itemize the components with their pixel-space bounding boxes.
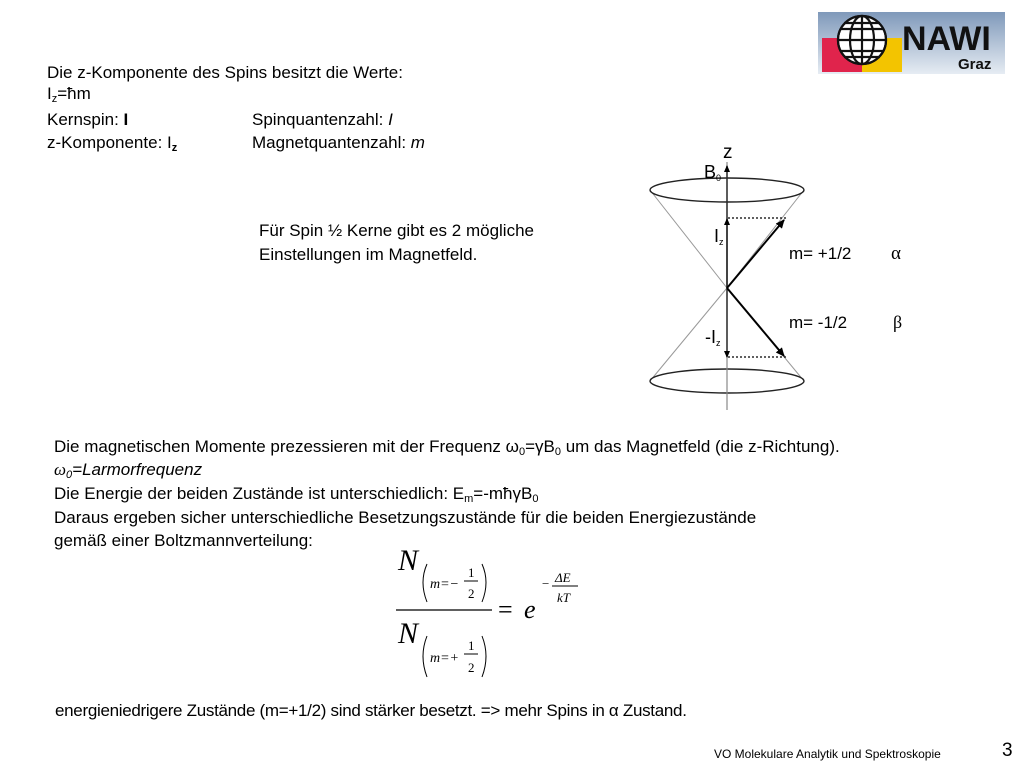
svg-text:1: 1 (468, 565, 475, 580)
alpha-symbol: α (891, 243, 901, 264)
z-komponente-label: z-Komponente: $I_z$ (47, 133, 178, 154)
svg-text:=: = (498, 595, 513, 624)
state-up-label: m= +1/2 (789, 244, 852, 263)
precession-line: Die magnetischen Momente prezessieren mit der Frequenz $\omega_0=\gamma B_0$ um das Magnetfeld (die z-Richtung). (54, 437, 840, 458)
svg-text:ΔE: ΔE (555, 570, 571, 585)
svg-text:NAWI: NAWI (902, 20, 991, 58)
svg-text:kT: kT (557, 590, 570, 605)
spinquantenzahl-label: Spinquantenzahl: I (252, 110, 393, 129)
svg-text:N: N (398, 617, 419, 650)
conclusion-text: energieniedrigere Zustände (m=+1/2) sind stärker besetzt. => mehr Spins in α Zustand. (55, 701, 687, 720)
svg-text:2: 2 (468, 586, 475, 601)
svg-text:m=−: m=− (430, 577, 460, 592)
spin-precession-cone-diagram (620, 140, 940, 420)
svg-text:e: e (524, 595, 536, 624)
nawi-graz-logo (818, 12, 1005, 74)
svg-text:2: 2 (468, 660, 475, 675)
iz-label: $I_z$ (714, 226, 724, 247)
svg-text:−: − (542, 576, 550, 591)
spin-half-note-line-1: Für Spin ½ Kerne gibt es 2 mögliche (259, 221, 534, 240)
spin-up-vector (727, 220, 784, 288)
page-number: 3 (1002, 740, 1013, 761)
intro-line-1: Die z-Komponente des Spins besitzt die Werte: (47, 63, 403, 82)
beta-symbol: β (893, 312, 903, 332)
spin-half-note-line-2: Einstellungen im Magnetfeld. (259, 245, 478, 264)
energy-line: Die Energie der beiden Zustände ist unterschiedlich: $E_m=-mħ\gamma B_0$ (54, 484, 539, 505)
neg-iz-label: $-I_z$ (705, 327, 721, 348)
boltzmann-line-2: gemäß einer Boltzmannverteilung: (54, 531, 313, 550)
state-down-label: m= -1/2 (789, 313, 848, 332)
globe-icon (838, 16, 886, 64)
svg-text:Graz: Graz (958, 56, 992, 73)
intro-formula-iz: $I_z=ħm$ (47, 84, 91, 105)
svg-text:N: N (398, 544, 419, 577)
z-axis-label: z (723, 142, 733, 163)
spin-down-vector (727, 288, 784, 356)
boltzmann-line-1: Daraus ergeben sicher unterschiedliche Besetzungszustände für die beiden Energiezustände (54, 508, 757, 527)
svg-text:1: 1 (468, 638, 475, 653)
b0-label: $B_0$ (704, 162, 722, 183)
svg-text:m=+: m=+ (430, 651, 460, 666)
footer-course-title: VO Molekulare Analytik und Spektroskopie (714, 747, 941, 761)
larmor-line: $\omega_0=Larmorfrequenz$ (54, 460, 203, 481)
kernspin-label: Kernspin: I (47, 110, 129, 129)
magnetquantenzahl-label: Magnetquantenzahl: m (252, 133, 425, 152)
boltzmann-formula (392, 540, 592, 685)
